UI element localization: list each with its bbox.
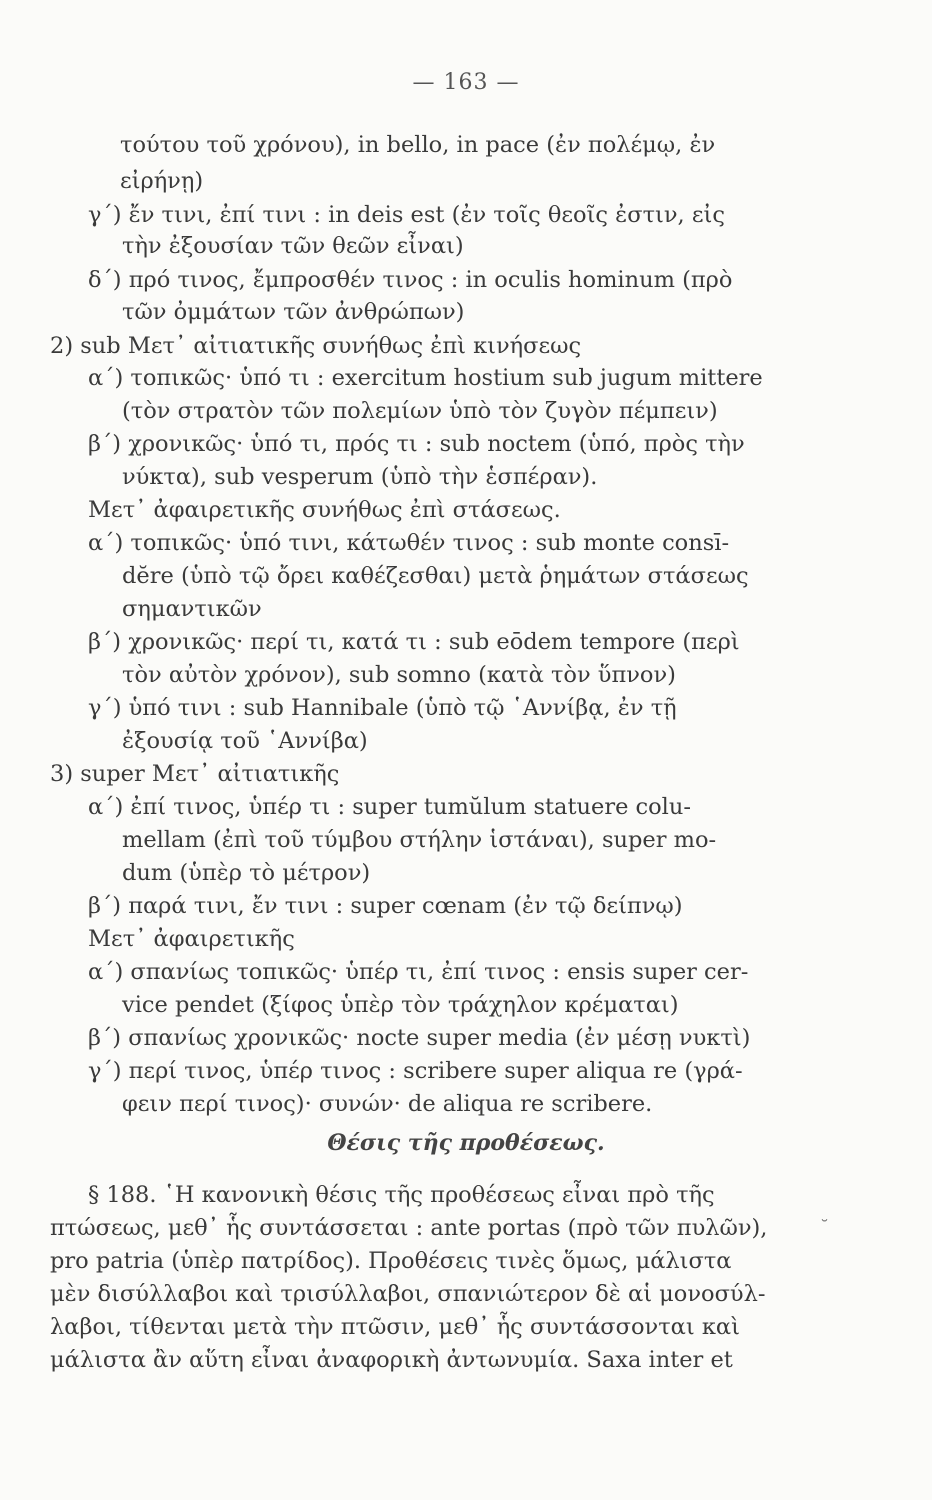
text-line: σημαντικῶν: [122, 596, 262, 622]
paragraph-line: μὲν δισύλλαβοι καὶ τρισύλλαβοι, σπανιώτερον δὲ αἱ μονοσύλ-: [50, 1281, 766, 1307]
text-line: α΄) σπανίως τοπικῶς· ὑπέρ τι, ἐπί τινος : ensis super cer-: [88, 959, 749, 985]
text-line: γ΄) ὑπό τινι : sub Hannibale (ὑπὸ τῷ ῾Αννίβᾳ, ἐν τῇ: [88, 695, 677, 721]
paragraph-line: pro patria (ὑπὲρ πατρίδος). Προθέσεις τινὲς ὅμως, μάλιστα: [50, 1248, 732, 1274]
text-line: τὸν αὐτὸν χρόνον), sub somno (κατὰ τὸν ὕπνον): [122, 662, 676, 688]
text-line: α΄) ἐπί τινος, ὑπέρ τι : super tumŭlum statuere colu-: [88, 794, 691, 820]
text-line: dĕre (ὑπὸ τῷ ὄρει καθέζεσθαι) μετὰ ῥημάτων στάσεως: [122, 563, 749, 589]
text-line: (τὸν στρατὸν τῶν πολεμίων ὑπὸ τὸν ζυγὸν πέμπειν): [122, 398, 718, 424]
text-line: Μετ᾽ ἀφαιρετικῆς: [88, 926, 295, 952]
text-line: β΄) χρονικῶς· ὑπό τι, πρός τι : sub noctem (ὑπό, πρὸς τὴν: [88, 431, 745, 457]
margin-mark: ˘: [820, 1217, 829, 1238]
text-line: δ΄) πρό τινος, ἔμπροσθέν τινος : in oculis hominum (πρὸ: [88, 267, 733, 293]
text-line: β΄) χρονικῶς· περί τι, κατά τι : sub eōdem tempore (περὶ: [88, 629, 740, 655]
text-line: vice pendet (ξίφος ὑπὲρ τὸν τράχηλον κρέμαται): [122, 992, 679, 1018]
text-line: Μετ᾽ ἀφαιρετικῆς συνήθως ἐπὶ στάσεως.: [88, 497, 561, 523]
text-line: εἰρήνῃ): [120, 168, 204, 194]
text-line: 2) sub Μετ᾽ αἰτιατικῆς συνήθως ἐπὶ κινήσεως: [50, 333, 582, 359]
text-line: γ΄) περί τινος, ὑπέρ τινος : scribere super aliqua re (γρά-: [88, 1058, 743, 1084]
text-line: ἐξουσίᾳ τοῦ ῾Αννίβα): [122, 728, 368, 754]
text-line: α΄) τοπικῶς· ὑπό τινι, κάτωθέν τινος : sub monte consī-: [88, 530, 730, 556]
text-line: νύκτα), sub vesperum (ὑπὸ τὴν ἑσπέραν).: [122, 464, 598, 490]
text-line: 3) super Μετ᾽ αἰτιατικῆς: [50, 761, 340, 787]
text-line: β΄) σπανίως χρονικῶς· nocte super media (ἐν μέσῃ νυκτὶ): [88, 1025, 751, 1051]
text-line: τούτου τοῦ χρόνου), in bello, in pace (ἐν πολέμῳ, ἐν: [120, 132, 716, 158]
paragraph-line: μάλιστα ἂν αὕτη εἶναι ἀναφορικὴ ἀντωνυμία. Saxa inter et: [50, 1347, 733, 1373]
section-heading: Θέσις τῆς προθέσεως.: [327, 1130, 605, 1156]
text-line: γ΄) ἔν τινι, ἐπί τινι : in deis est (ἐν τοῖς θεοῖς ἐστιν, εἰς: [88, 202, 725, 228]
text-line: τῶν ὀμμάτων τῶν ἀνθρώπων): [122, 299, 465, 325]
paragraph-line: λαβοι, τίθενται μετὰ τὴν πτῶσιν, μεθ᾽ ἧς συντάσσονται καὶ: [50, 1314, 740, 1340]
text-line: mellam (ἐπὶ τοῦ τύμβου στήλην ἱστάναι), super mo-: [122, 827, 717, 853]
page-number: — 163 —: [412, 70, 520, 95]
text-line: φειν περί τινος)· συνών· de aliqua re scribere.: [122, 1091, 653, 1117]
paragraph-line: πτώσεως, μεθ᾽ ἧς συντάσσεται : ante portas (πρὸ τῶν πυλῶν),: [50, 1215, 768, 1241]
text-line: β΄) παρά τινι, ἔν τινι : super cœnam (ἐν τῷ δείπνῳ): [88, 893, 683, 919]
paragraph-line: § 188. ῾Η κανονικὴ θέσις τῆς προθέσεως εἶναι πρὸ τῆς: [88, 1182, 715, 1208]
text-line: τὴν ἐξουσίαν τῶν θεῶν εἶναι): [122, 233, 464, 259]
text-line: dum (ὑπὲρ τὸ μέτρον): [122, 860, 371, 886]
text-line: α΄) τοπικῶς· ὑπό τι : exercitum hostium sub jugum mittere: [88, 365, 763, 391]
